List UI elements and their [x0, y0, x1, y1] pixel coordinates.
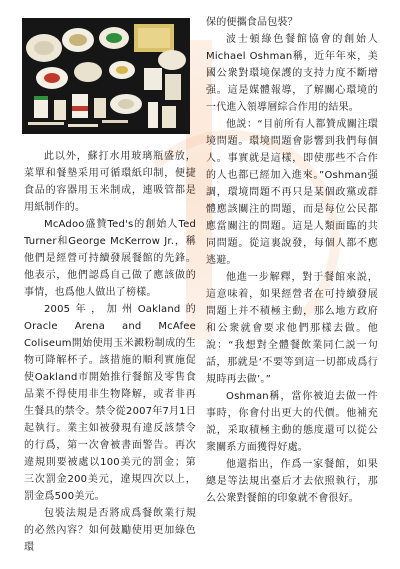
article-paragraph: Oshman稱，當你被迫去做一件事時，你會付出更大的代價。他補充説，采取積極主動的態度還可以從公衆關系方面獲得好處。: [206, 391, 378, 453]
tableware-photo-icon: [22, 18, 190, 134]
article-continuation-line: 保的便攜食品包裝？: [206, 17, 298, 28]
article-right-column: [206, 14, 378, 507]
article-paragraph: 波士頓綠色餐館協會的創始人Michael Oshman稱，近年年來，美國公衆對環境保護的支持力度不斷增强。這是媒體報導，了解關心環境的一代進入領導層綜合作用的結果。: [206, 34, 378, 113]
article-paragraph: 他還指出，作爲一家餐館，如果總是等法規出臺后才去依照執行，那么公衆對餐館的印象就不會很好。: [206, 459, 378, 504]
article-left-column: [24, 148, 196, 556]
article-paragraph: 包裝法規是否將成爲餐飲業行規的必然內容？如何鼓勵使用更加綠色環: [24, 508, 196, 553]
article-paragraph: 此以外，蘇打水用玻璃瓶盛放，菜單和餐墊采用可循環紙印制，便捷食品的容器用玉米制成，連吸管都是用紙制作的。: [24, 151, 196, 213]
article-paragraph: 2005年，加州Oakland的Oracle Arena and McAfee Coliseum開始使用玉米澱粉制成的生物可降解杯子。該措施的順利實施促使Oakland市開始推行餐館及零售食品業不得使用非生物降解，或者非再生餐具的禁令。禁令從2007年7月1日起執行。業主如被發現有違反該禁令的行爲，第一次會被書面警告。再次違規則要被處以100美元的罰金；第三次罰金200美元，違規四次以上，罰金爲500美元。: [24, 304, 196, 502]
tableware-photo: [22, 18, 190, 134]
article-paragraph: McAdoo盛贊Ted's的創始人Ted Turner和George McKerrow Jr.，稱他們是經營可持續發展餐館的先鋒。他表示，他們認爲自己做了應該做的事情，也爲他人做出了榜樣。: [24, 219, 196, 298]
article-paragraph: 他進一步解釋，對于餐館來説，這意味着，如果經營者在可持續發展問題上并不積極主動，那么地方政府和公衆就會要求他們那樣去做。他說：“我想對全體餐飲業同仁説一句話，那就是‘不要等到這一切都成爲行規時再去做’。”: [206, 272, 378, 385]
article-paragraph: 他説：“目前所有人都贊成關注環境問題。環境問題會影響到我們每個人。事實就是這樣，即使那些不合作的人也都已經加入進來。”Oshman强調，環境問題不再只是某個政黨或群體應該關注的問題，而是每位公民都應當關注的問題。這是人類面臨的共同問題。從這裏說發，每個人都不應逃避。: [206, 119, 378, 266]
